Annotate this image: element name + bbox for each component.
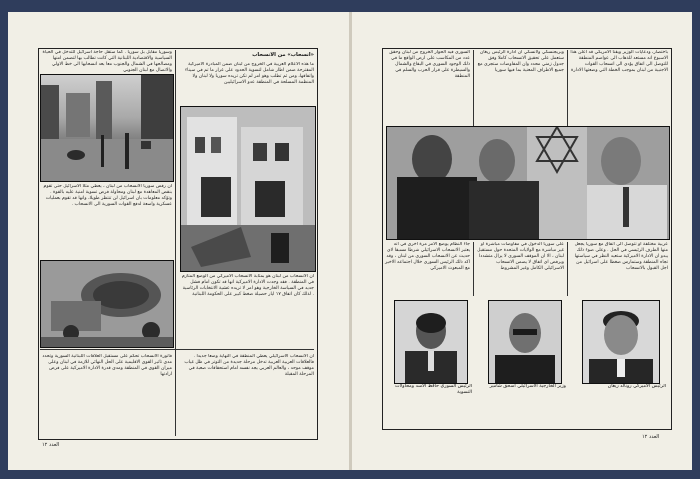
text-column-middle-center: على سوريا الدخول في مفاوضات مباشرة او غير مباشرة مع الولايات المتحدة حول مستقبل لبنان ، الا ان الموقف السوري لا يزال متشددا ويرفض اي اتفاق لا يضمن الانسحاب الاسرائيلي الكامل وغير المشروط xyxy=(477,242,564,271)
text-column-top-right: ما هذه الاعلام العربية في الخروج من لبنان ضمن المبادرة الاميركية المقترحة ضمن اطار شامل لتسوية الحدود على غرار ما تم في سيناء واتفاقها، ومن ثم تطلب وهو امر لم تكن تريده سوريا ولا لبنان ولا المنظمة المسلحة في المنطقة عدو الاسرائيليين xyxy=(185,62,314,85)
horizontal-divider xyxy=(40,349,314,350)
page-folio: العدد ١٢ xyxy=(642,434,660,440)
text-column-middle-right: ان الانسحاب من لبنان هو بمثابة الانسحاب الاميركي من الوضع المتازم في المنطقة . فقد وجدت الادارة الاميركية انها قد تكون امام فشل جديد في السياسة الخارجية وهو امر لا تريده عشية الانتخابات الرئاسية . لذلك كان اتفاق ١٧ ايار حصيلة ضغط كبير على الحكومة اللبنانية xyxy=(181,274,314,297)
portrait-photo-2 xyxy=(488,300,562,384)
street-scene-photo xyxy=(40,74,174,182)
portrait-caption-3: الرئيس الاميركي رونالد ريغان xyxy=(607,384,666,389)
damaged-building-photo xyxy=(180,106,316,272)
wreckage-photo xyxy=(40,260,174,348)
column-divider xyxy=(567,242,568,296)
left-page xyxy=(8,12,350,470)
text-column-top-middle: وبريجنسكي ولانسكي ان ادارة الرئيس ريغان ستعمل على تحقيق الانسحاب كاملا وفق جدول زمني محدد وان المفاوضات ستجري مع جميع الاطراف المعنية بما فيها سوريا xyxy=(477,50,564,73)
text-column-middle-left: ان رفض سوريا الانسحاب من لبنان ، يعطي مثلا الاسرائيل حتى تقوم بنقض المعاهدة مع لبنان ومحاولة فرض تسوية امنية عليه بالقوة . وتؤكد معلومات بان اسرائيل لن تنتظر طويلا، وانها قد تقوم بعمليات عسكرية واسعة لدفع القوات السورية الى الانسحاب . xyxy=(43,184,172,207)
text-column-top-right: باختصار، ودعايات الوزير ويقنا الامريكي قد اعلن هذا الاسبوع انه مستعد للذهاب الى عواصم المنطقة للتوصل الى اتفاق يؤدي الى انسحاب القوات الاجنبية من لبنان بموجب الخطة التي وضعتها الادارة xyxy=(570,50,668,73)
text-column-bottom-right: ان الانسحاب الاسرائيلي يعطي المنطقة في النهاية وضعا جديدا . فالعلاقات العربية العربية تدخل مرحلة جديدة من التوتر في ظل غياب موقف موحد ، والعالم العربي يجد نفسه امام استحقاقات صعبة في المرحلة المقبلة xyxy=(184,354,314,377)
portrait-photo-1 xyxy=(394,300,468,384)
text-column-top-left: السوري فيه الحوار الخروج من لبنان وحقق عدد من المكاسب على ارض الواقع ما في ذلك الوجود السوري في البقاع والشمال والسيطرة على قرار الحرب والسلم في المنطقة xyxy=(389,50,470,79)
column-divider xyxy=(567,50,568,126)
column-divider xyxy=(473,242,474,296)
text-column-middle-left: جاء النظام يوضع الامر مرة اخرى في انه يعتبر الانسحاب الاسرائيلي شرطا مسبقا لاي حديث عن الانسحاب السوري من لبنان ، وقد اكد ذلك الرئيس السوري خلال اجتماعه الاخير مع المبعوث الاميركي xyxy=(385,242,470,271)
portrait-caption-1: الرئيس السوري حافظ الاسد ومحاولات التسوية xyxy=(395,384,472,395)
text-column-middle-right: عربية مختلفة او تتوصل الى اتفاق مع سوريا يجعل منها الطرف الرئيسي في الحل . وعلى ضوء ذلك يبدو ان الادارة الاميركية ستعيد النظر في سياستها تجاه المنطقة وستمارس ضغطا على اسرائيل من اجل القبول بالانسحاب xyxy=(574,242,668,271)
column-divider xyxy=(473,50,474,126)
text-column-top-left: وسوريا مقابل بل سوريا . كما ستقل حاجة اسرائيل للتدخل في الحياة السياسية والاقتصادية اللبنانية التي كانت تطالب بها لتضمن امنها ومصالحها في الشمال والجنوب معا بعد انسحابها الى خط الاولي والاتصال مع لبنان الجنوبي xyxy=(42,50,172,72)
right-page xyxy=(352,12,692,470)
portrait-photo-3 xyxy=(582,300,660,384)
column-divider xyxy=(175,50,176,436)
portrait-caption-2: وزير الخارجية الاسرائيلي اسحق شامير xyxy=(489,384,566,389)
page-folio: العدد ١٢ xyxy=(42,442,60,448)
section-heading: «انسحاب» من الانسحاب xyxy=(252,52,314,58)
leaders-meeting-photo xyxy=(386,126,670,240)
text-column-bottom-left: فاتورة الانسحاب تحكم على مستقبل العلاقات اللبنانية السورية وتحدد مدى تاثير القوى الاقليمية على الحل النهائي للازمة في لبنان وعلى ميزان القوى في المنطقة ومدى قدرة الادارة الاميركية على فرض ارادتها xyxy=(42,354,172,377)
